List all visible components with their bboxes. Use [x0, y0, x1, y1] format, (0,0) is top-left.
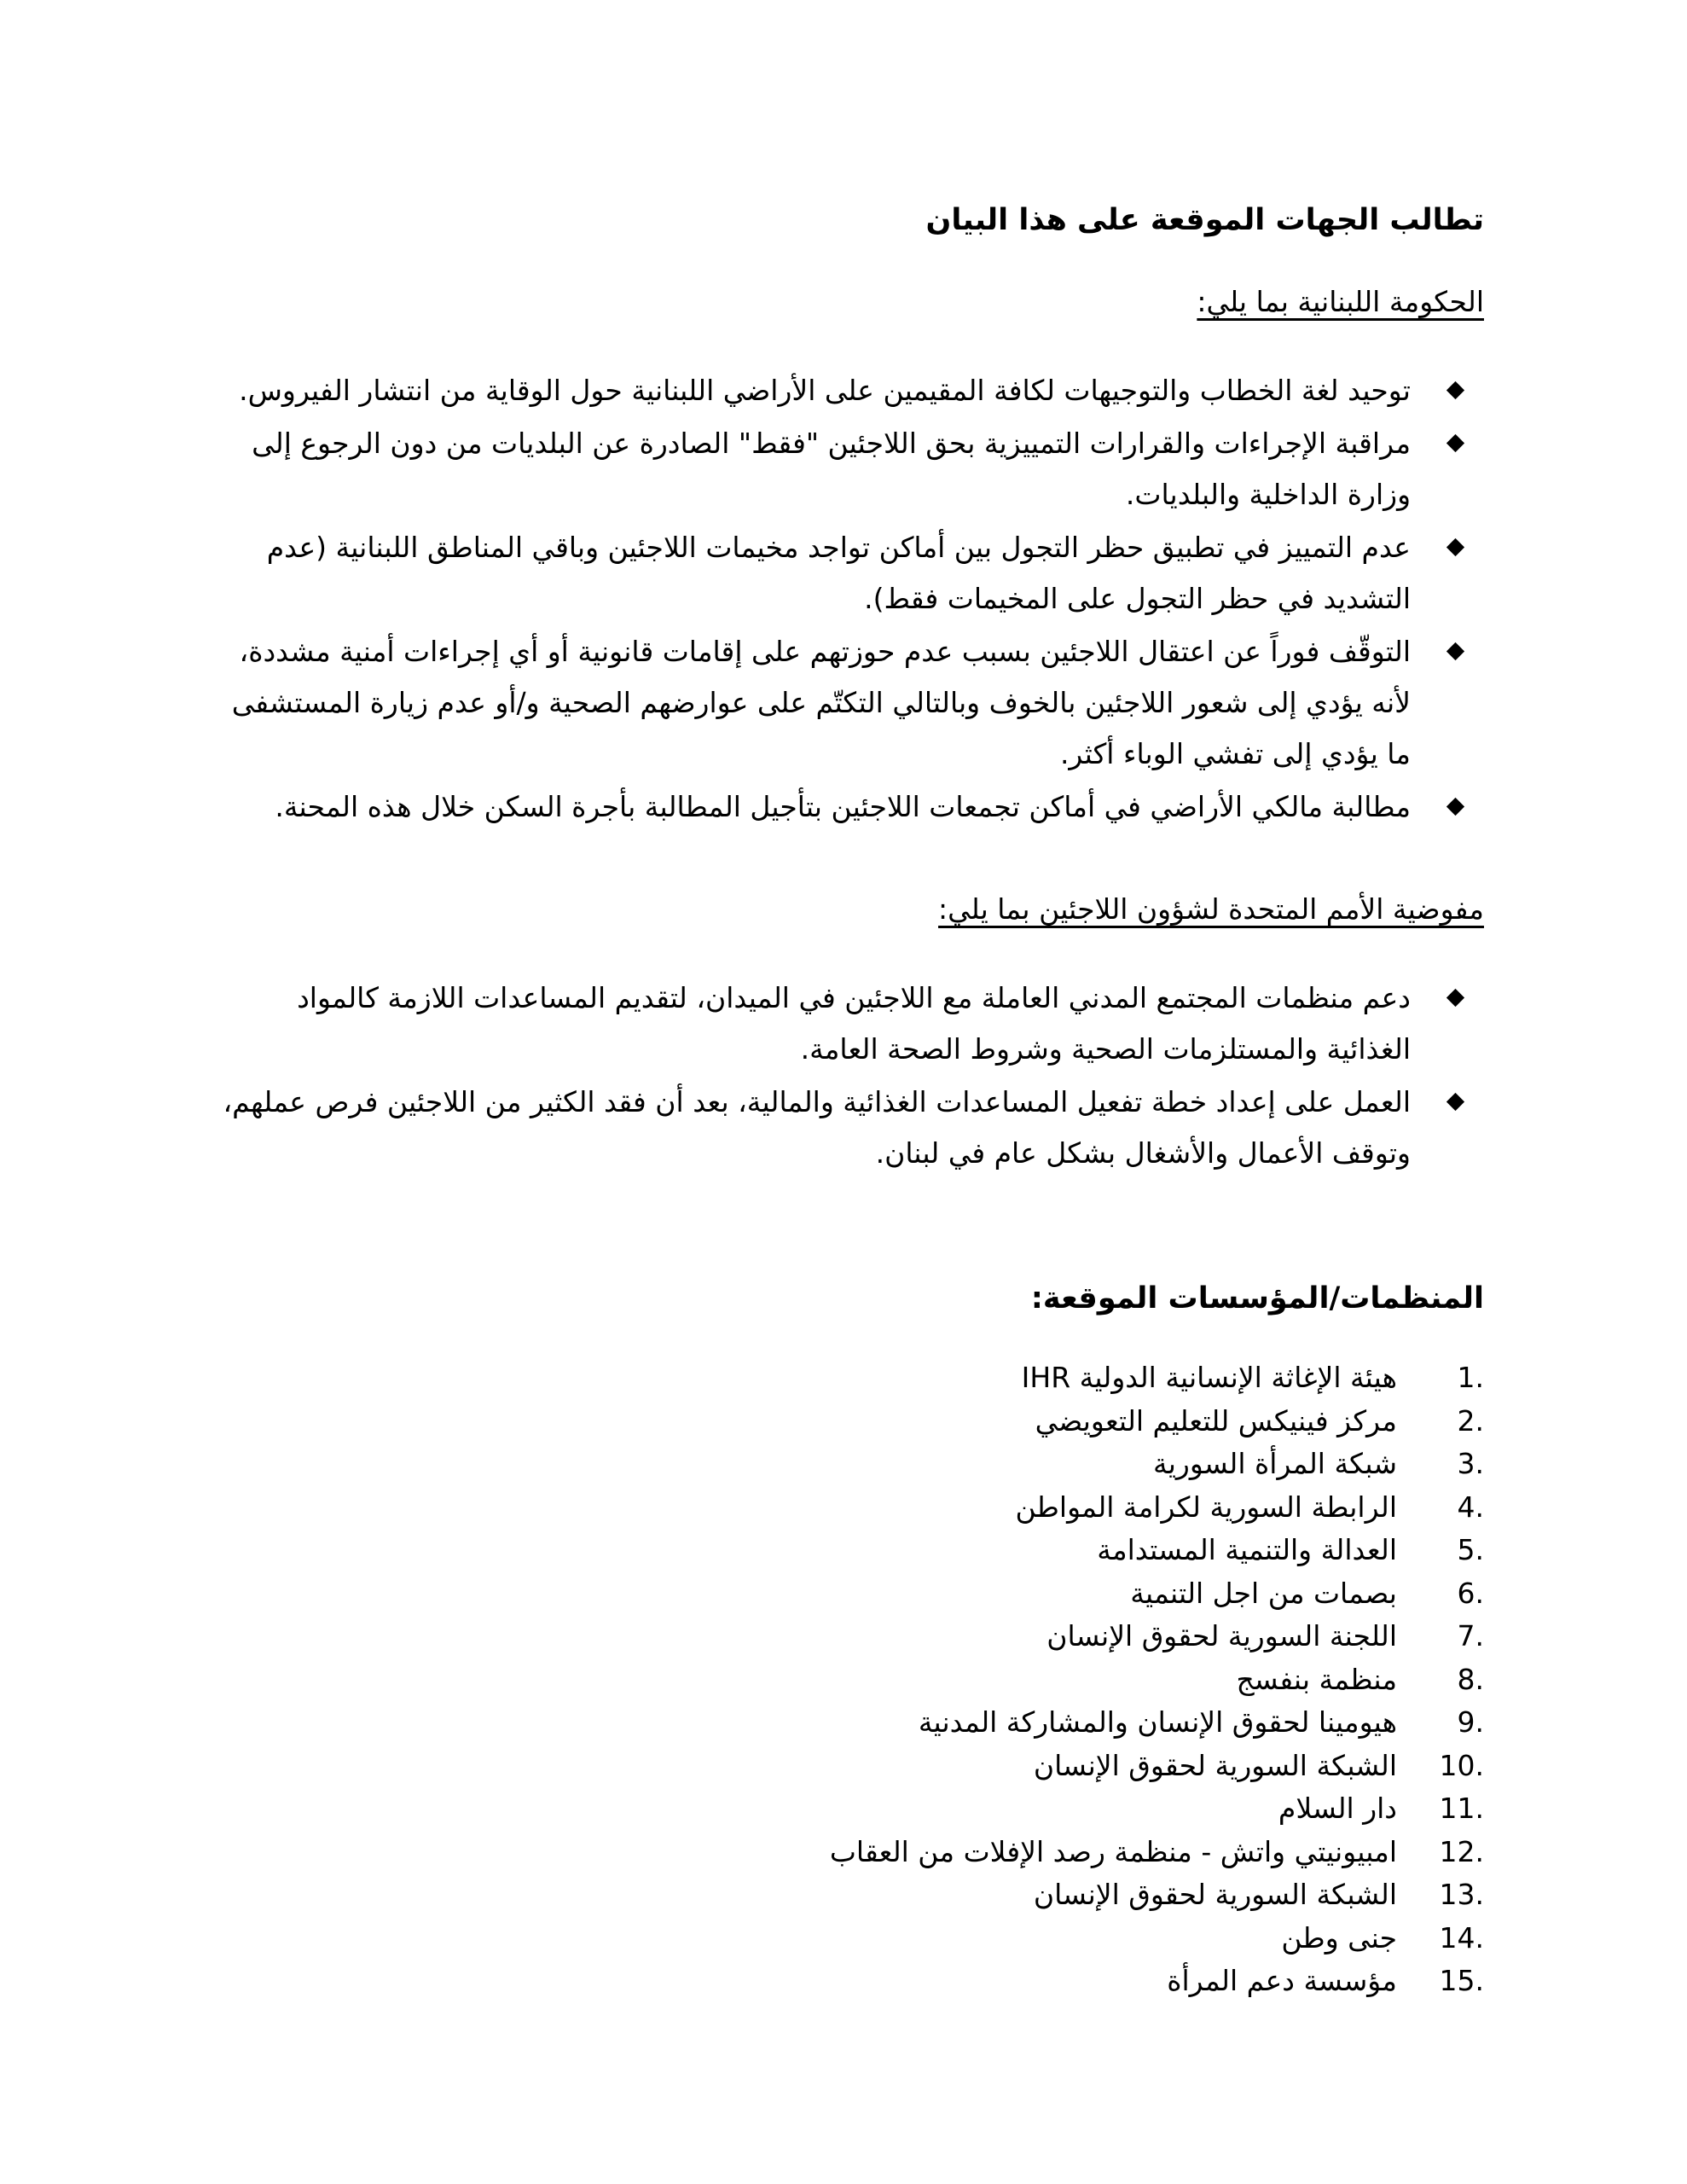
organization-name: بصمات من اجل التنمية [1130, 1576, 1397, 1610]
organization-name: مركز فينيكس للتعليم التعويضي [1035, 1403, 1397, 1438]
organization-name: امبيونيتي واتش - منظمة رصد الإفلات من العقاب [829, 1834, 1397, 1868]
diamond-bullet-icon [1446, 538, 1464, 556]
organization-item [205, 1960, 1484, 2003]
diamond-bullet-icon [1446, 642, 1464, 660]
diamond-bullet-icon [1446, 381, 1464, 399]
organization-item [205, 1443, 1484, 1486]
organization-name: هيومينا لحقوق الإنسان والمشاركة المدنية [918, 1705, 1397, 1739]
organization-name: منظمة بنفسج [1236, 1662, 1397, 1696]
list-item-text: التوقّف فوراً عن اعتقال اللاجئين بسبب عدم حوزتهم على إقامات قانونية أو أي إجراءات أمنية مشددة، لأنه يؤدي إلى شعور اللاجئين بالخوف وبالتالي التكتّم على عوارضهم الصحية و/أو عدم زيارة المستشفى ما يؤدي إلى تفشي الوباء أكثر. [231, 635, 1411, 770]
government-heading: الحكومة اللبنانية بما يلي: [1197, 285, 1484, 318]
diamond-bullet-icon [1446, 798, 1464, 816]
list-item-text: العمل على إعداد خطة تفعيل المساعدات الغذائية والمالية، بعد أن فقد الكثير من اللاجئين فرص عملهم، وتوقف الأعمال والأشغال بشكل عام في لبنان. [223, 1085, 1411, 1170]
organization-item [205, 1745, 1484, 1788]
organization-number: 5. [1457, 1533, 1484, 1566]
organization-number: 12. [1439, 1834, 1484, 1868]
unhcr-heading: مفوضية الأمم المتحدة لشؤون اللاجئين بما يلي: [938, 892, 1484, 926]
unhcr-demands-list [205, 973, 1484, 1179]
organization-item [205, 1486, 1484, 1530]
organization-item [205, 1701, 1484, 1745]
organization-number: 3. [1457, 1447, 1484, 1480]
organization-name: جنى وطن [1281, 1920, 1397, 1955]
organizations-heading: المنظمات/المؤسسات الموقعة: [1030, 1281, 1484, 1316]
organization-item [205, 1572, 1484, 1616]
list-item-text: عدم التمييز في تطبيق حظر التجول بين أماكن تواجد مخيمات اللاجئين وباقي المناطق اللبنانية (عدم التشديد في حظر التجول على المخيمات فقط). [266, 531, 1411, 615]
organization-name: دار السلام [1278, 1792, 1397, 1825]
organization-item [205, 1831, 1484, 1874]
government-demands-list [205, 365, 1484, 833]
diamond-bullet-icon [1446, 989, 1464, 1007]
organization-number: 13. [1439, 1878, 1484, 1911]
list-item [205, 973, 1484, 1075]
list-item [205, 522, 1484, 624]
list-item-text: دعم منظمات المجتمع المدني العاملة مع اللاجئين في الميدان، لتقديم المساعدات اللازمة كالمواد الغذائية والمستلزمات الصحية وشروط الصحة العامة. [297, 981, 1411, 1066]
document-title: تطالب الجهات الموقعة على هذا البيان [925, 203, 1484, 237]
list-item-text: مراقبة الإجراءات والقرارات التمييزية بحق اللاجئين "فقط" الصادرة عن البلديات من دون الرجوع إلى وزارة الداخلية والبلديات. [252, 427, 1411, 511]
organization-name: الشبكة السورية لحقوق الإنسان [1033, 1878, 1397, 1911]
organization-number: 9. [1457, 1705, 1484, 1739]
organizations-list [205, 1356, 1484, 2003]
organization-number: 14. [1439, 1920, 1484, 1955]
organization-name: العدالة والتنمية المستدامة [1097, 1533, 1397, 1566]
organization-number: 6. [1457, 1576, 1484, 1610]
list-item [205, 1077, 1484, 1179]
list-item-text: مطالبة مالكي الأراضي في أماكن تجمعات اللاجئين بتأجيل المطالبة بأجرة السكن خلال هذه المحنة. [275, 790, 1411, 823]
list-item-text: توحيد لغة الخطاب والتوجيهات لكافة المقيمين على الأراضي اللبنانية حول الوقاية من انتشار الفيروس. [239, 374, 1411, 407]
organization-number: 1. [1457, 1361, 1484, 1394]
organization-number: 2. [1457, 1403, 1484, 1438]
organization-number: 7. [1457, 1619, 1484, 1653]
organization-name: اللجنة السورية لحقوق الإنسان [1046, 1619, 1397, 1653]
organization-number: 15. [1439, 1964, 1484, 1997]
diamond-bullet-icon [1446, 434, 1464, 452]
organization-name: شبكة المرأة السورية [1153, 1447, 1397, 1480]
organization-item [205, 1917, 1484, 1960]
organization-item [205, 1615, 1484, 1658]
organization-item [205, 1400, 1484, 1443]
organization-number: 4. [1457, 1490, 1484, 1524]
organization-item [205, 1873, 1484, 1917]
list-item [205, 365, 1484, 416]
list-item [205, 418, 1484, 520]
list-item [205, 781, 1484, 833]
list-item [205, 626, 1484, 780]
organization-number: 11. [1439, 1792, 1484, 1825]
diamond-bullet-icon [1446, 1093, 1464, 1111]
organization-name: هيئة الإغاثة الإنسانية الدولية IHR [1021, 1361, 1397, 1394]
organization-name: الشبكة السورية لحقوق الإنسان [1033, 1748, 1397, 1782]
organization-item [205, 1529, 1484, 1572]
organization-item [205, 1658, 1484, 1702]
organization-item [205, 1787, 1484, 1831]
organization-number: 8. [1457, 1662, 1484, 1696]
document-body [205, 196, 1484, 2003]
organization-name: مؤسسة دعم المرأة [1167, 1964, 1397, 1997]
organization-number: 10. [1439, 1748, 1484, 1782]
organization-name: الرابطة السورية لكرامة المواطن [1015, 1490, 1397, 1524]
organization-item [205, 1356, 1484, 1400]
